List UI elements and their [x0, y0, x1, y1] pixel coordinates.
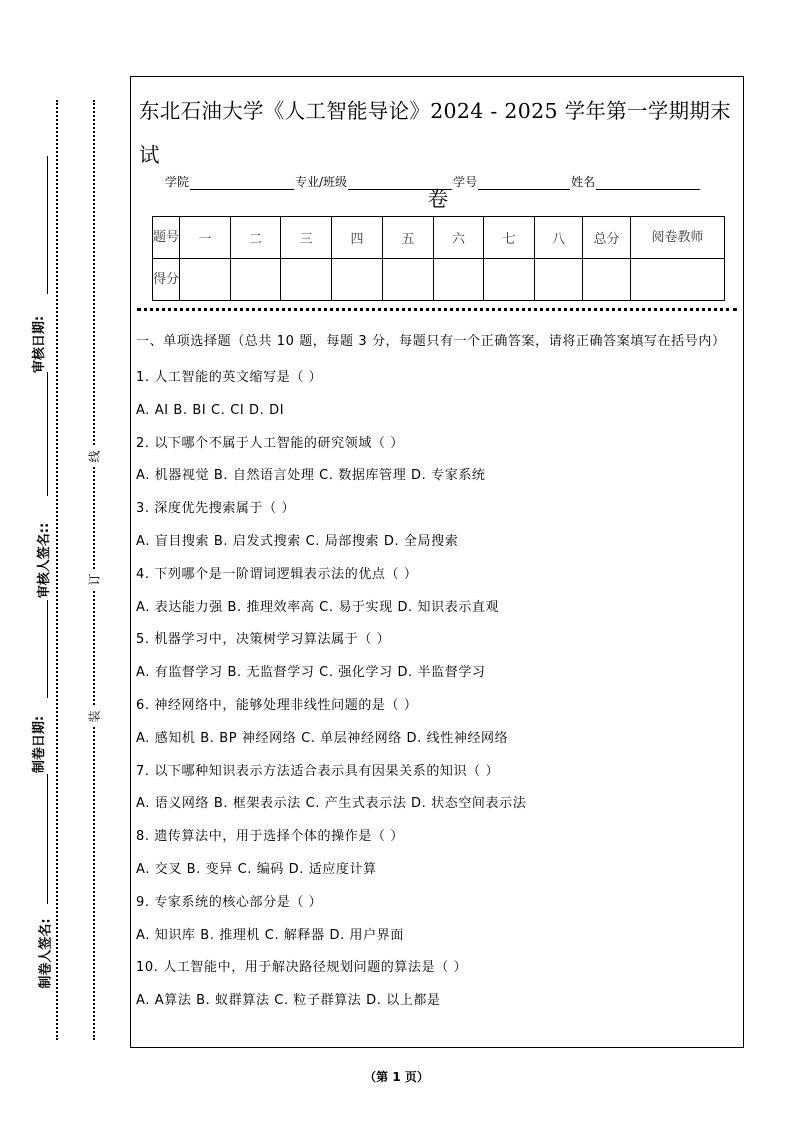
page-number: （第 1 页） — [364, 1070, 429, 1084]
college-label: 学院 — [165, 175, 190, 189]
header-cell: 六 — [434, 217, 484, 259]
exam-title-line2: 卷 — [427, 187, 449, 211]
question-options: A. 表达能力强 B. 推理效率高 C. 易于实现 D. 知识表示直观 — [136, 599, 500, 615]
exam-frame — [130, 76, 744, 1048]
question-text: 2. 以下哪个不属于人工智能的研究领域（ ） — [136, 435, 404, 451]
question-options: A. AI B. BI C. CI D. DI — [136, 402, 285, 418]
score-cell[interactable] — [434, 259, 484, 301]
binding-mark-line: 线 — [86, 447, 103, 467]
question-text: 9. 专家系统的核心部分是（ ） — [136, 894, 323, 910]
score-cell[interactable] — [332, 259, 383, 301]
score-cell[interactable] — [484, 259, 535, 301]
question-text: 6. 神经网络中，能够处理非线性问题的是（ ） — [136, 697, 418, 713]
score-cell[interactable] — [231, 259, 281, 301]
exam-title-line1: 东北石油大学《人工智能导论》2024 - 2025 学年第一学期期末试 — [139, 99, 732, 167]
student-id-field[interactable] — [478, 177, 570, 190]
header-cell: 三 — [281, 217, 332, 259]
question-options: A. 有监督学习 B. 无监督学习 C. 强化学习 D. 半监督学习 — [136, 665, 486, 681]
compile-date-line — [47, 600, 48, 698]
compiler-signature-line — [47, 774, 48, 904]
question-options: A. A算法 B. 蚁群算法 C. 粒子群算法 D. 以上都是 — [136, 993, 441, 1009]
question-text: 4. 下列哪个是一阶谓词逻辑表示法的优点（ ） — [136, 566, 418, 582]
question-options: A. 知识库 B. 推理机 C. 解释器 D. 用户界面 — [136, 927, 404, 943]
header-cell-grader: 阅卷教师 — [631, 217, 725, 259]
question-text: 3. 深度优先搜索属于（ ） — [136, 501, 296, 517]
header-cell: 总分 — [583, 217, 631, 259]
major-field[interactable] — [348, 177, 452, 190]
question-text: 1. 人工智能的英文缩写是（ ） — [136, 370, 323, 385]
question-section — [136, 331, 740, 1018]
college-field[interactable] — [190, 177, 294, 190]
score-table-score-row — [153, 259, 725, 301]
question-text: 7. 以下哪种知识表示方法适合表示具有因果关系的知识（ ） — [136, 763, 500, 779]
header-cell: 一 — [180, 217, 231, 259]
question-options: A. 感知机 B. BP 神经网络 C. 单层神经网络 D. 线性神经网络 — [136, 730, 509, 746]
compile-date-label: 制卷日期: — [32, 715, 48, 774]
question-options: A. 盲目搜索 B. 启发式搜索 C. 局部搜索 D. 全局搜索 — [136, 533, 459, 549]
student-info-row — [165, 173, 701, 190]
score-cell[interactable] — [631, 259, 725, 301]
name-label: 姓名 — [571, 175, 596, 189]
binding-dotted-line-outer — [56, 100, 58, 1040]
audit-date-line — [47, 156, 48, 294]
header-cell: 二 — [231, 217, 281, 259]
major-label: 专业/班级 — [295, 175, 348, 189]
student-id-label: 学号 — [453, 175, 478, 189]
header-cell: 八 — [535, 217, 583, 259]
binding-mark-staple: 订 — [86, 570, 103, 590]
question-text: 10. 人工智能中，用于解决路径规划问题的算法是（ ） — [136, 960, 468, 976]
score-cell[interactable] — [180, 259, 231, 301]
score-cell[interactable] — [383, 259, 434, 301]
binding-mark-bind: 装 — [86, 707, 103, 727]
header-cell: 四 — [332, 217, 383, 259]
dotted-separator — [137, 308, 737, 311]
score-cell[interactable] — [535, 259, 583, 301]
score-cell[interactable] — [281, 259, 332, 301]
name-field[interactable] — [596, 177, 700, 190]
score-cell[interactable] — [583, 259, 631, 301]
question-text: 8. 遗传算法中，用于选择个体的操作是（ ） — [136, 829, 404, 845]
question-options: A. 交叉 B. 变异 C. 编码 D. 适应度计算 — [136, 861, 377, 877]
exam-title — [139, 89, 737, 221]
compiler-signature-label: 制卷人签名: — [38, 918, 54, 989]
binding-margin — [0, 0, 125, 1122]
question-text: 5. 机器学习中，决策树学习算法属于（ ） — [136, 632, 391, 648]
score-table — [152, 216, 725, 301]
question-options: A. 语义网络 B. 框架表示法 C. 产生式表示法 D. 状态空间表示法 — [136, 796, 527, 812]
section-heading: 一、单项选择题（总共 10 题，每题 3 分，每题只有一个正确答案，请将正确答案填写在括号内） — [136, 334, 726, 349]
question-options: A. 机器视觉 B. 自然语言处理 C. 数据库管理 D. 专家系统 — [136, 468, 486, 484]
auditor-signature-label: 审核人签名:: — [37, 522, 53, 599]
audit-date-label: 审核日期: — [32, 315, 48, 374]
header-label-cell: 题号 — [153, 217, 180, 259]
score-table-header-row — [153, 217, 725, 259]
header-cell: 五 — [383, 217, 434, 259]
auditor-signature-line — [47, 372, 48, 496]
score-label-cell: 得分 — [153, 259, 180, 301]
header-cell: 七 — [484, 217, 535, 259]
